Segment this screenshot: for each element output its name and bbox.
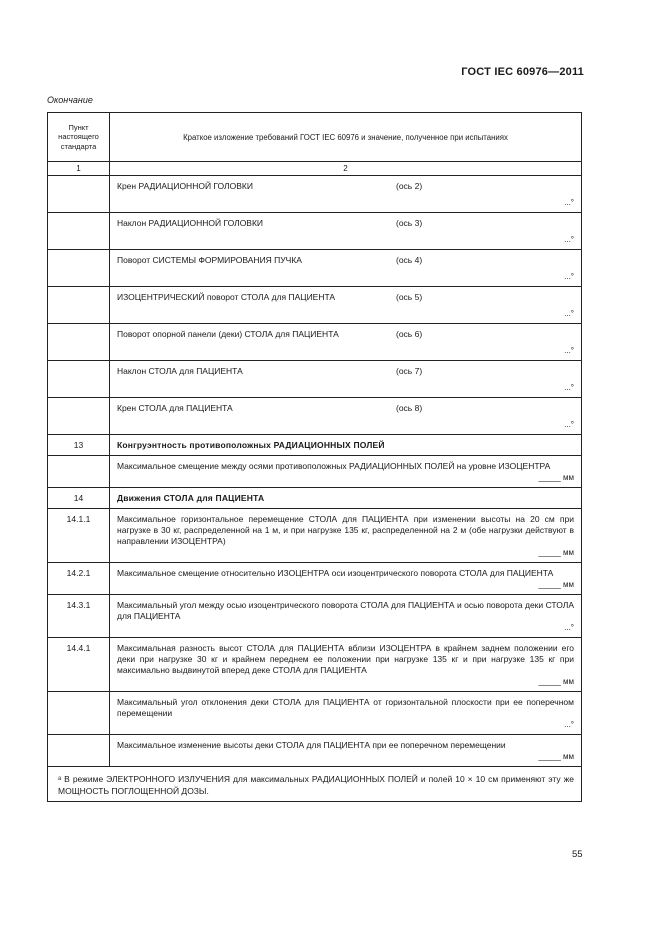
content-cell [110, 692, 582, 735]
row-unit: _____ мм [538, 752, 574, 761]
axis-label: (ось 2) [396, 181, 423, 191]
row-text: Максимальное горизонтальное перемещение СТОЛА для ПАЦИЕНТА при изменении высоты на 20 см при нагрузке в 30 кг, распределенной на 1 м, и при нагрузке 135 кг, распределенной на 2 м (обе нагрузки действуют в направлении ИЗОЦЕНТРА) [117, 514, 574, 546]
content-cell [110, 287, 582, 324]
clause-cell: 13 [48, 435, 110, 456]
axis-label: (ось 7) [396, 366, 423, 376]
clause-cell: 14.2.1 [48, 563, 110, 595]
row-text: Максимальная разность высот СТОЛА для ПАЦИЕНТА вблизи ИЗОЦЕНТРА в крайнем заднем положении его деки при нагрузке 30 кг и крайнем переднем ее положении при нагрузке 135 кг и при нагрузке 135 кг при максимально выдвинутой вперед деке СТОЛА для ПАЦИЕНТА [117, 643, 574, 675]
clause-cell [48, 213, 110, 250]
table-row [48, 176, 582, 213]
row-text: Максимальный угол отклонения деки СТОЛА для ПАЦИЕНТА от горизонтальной плоскости при ее поперечном перемещении [117, 697, 574, 718]
col2-number: 2 [110, 162, 582, 176]
clause-cell [48, 287, 110, 324]
table-row [48, 638, 582, 692]
content-cell [110, 638, 582, 692]
row-unit: ...° [564, 623, 574, 632]
row-unit: ...° [564, 420, 574, 429]
clause-cell [48, 361, 110, 398]
clause-cell [48, 692, 110, 735]
table-header-row [48, 113, 582, 162]
col1-header: Пункт настоящего стандарта [48, 113, 110, 162]
axis-label: (ось 3) [396, 218, 423, 228]
row-text: Максимальное изменение высоты деки СТОЛА для ПАЦИЕНТА при ее поперечном перемещении [117, 740, 506, 750]
footnote: ᵃ В режиме ЭЛЕКТРОННОГО ИЗЛУЧЕНИЯ для максимальных РАДИАЦИОННЫХ ПОЛЕЙ и полей 10 × 10 см применяют эту же МОЩНОСТЬ ПОГЛОЩЕННОЙ ДОЗЫ. [48, 767, 582, 802]
row-text: Максимальный угол между осью изоцентрического поворота СТОЛА для ПАЦИЕНТА и осью поворота деки СТОЛА для ПАЦИЕНТА [117, 600, 574, 621]
table-row [48, 509, 582, 563]
axis-label: (ось 8) [396, 403, 423, 413]
row-text: Максимальное смещение относительно ИЗОЦЕНТРА оси изоцентрического поворота СТОЛА для ПАЦИЕНТА [117, 568, 554, 578]
clause-cell [48, 176, 110, 213]
section-heading-row [48, 435, 582, 456]
table-row [48, 250, 582, 287]
content-cell [110, 509, 582, 563]
row-unit: _____ мм [538, 677, 574, 686]
clause-cell: 14.4.1 [48, 638, 110, 692]
row-text: Наклон РАДИАЦИОННОЙ ГОЛОВКИ [117, 218, 264, 228]
table-row [48, 595, 582, 638]
row-unit: ...° [564, 383, 574, 392]
row-unit: ...° [564, 309, 574, 318]
clause-cell: 14.1.1 [48, 509, 110, 563]
row-unit: ...° [564, 346, 574, 355]
continuation-label: Окончание [47, 95, 93, 105]
clause-cell [48, 398, 110, 435]
clause-cell [48, 250, 110, 287]
clause-cell [48, 456, 110, 488]
content-cell [110, 456, 582, 488]
section-heading: Движения СТОЛА для ПАЦИЕНТА [110, 488, 582, 509]
row-text: Максимальное смещение между осями противоположных РАДИАЦИОННЫХ ПОЛЕЙ на уровне ИЗОЦЕНТРА [117, 461, 551, 471]
content-cell [110, 595, 582, 638]
clause-cell [48, 735, 110, 767]
section-heading: Конгруэнтность противоположных РАДИАЦИОННЫХ ПОЛЕЙ [110, 435, 582, 456]
requirements-table [47, 112, 582, 802]
row-unit: ...° [564, 198, 574, 207]
table-row [48, 456, 582, 488]
page-number: 55 [572, 849, 583, 860]
row-text: Поворот опорной панели (деки) СТОЛА для ПАЦИЕНТА [117, 329, 339, 339]
row-text: ИЗОЦЕНТРИЧЕСКИЙ поворот СТОЛА для ПАЦИЕНТА [117, 292, 336, 302]
column-number-row [48, 162, 582, 176]
table-row [48, 213, 582, 250]
row-unit: _____ мм [538, 580, 574, 589]
row-unit: ...° [564, 235, 574, 244]
row-unit: _____ мм [538, 473, 574, 482]
table-row [48, 324, 582, 361]
content-cell [110, 176, 582, 213]
table-row [48, 563, 582, 595]
table-row [48, 398, 582, 435]
standard-designation: ГОСТ IEC 60976—2011 [461, 66, 584, 78]
content-cell [110, 563, 582, 595]
content-cell [110, 250, 582, 287]
clause-cell: 14.3.1 [48, 595, 110, 638]
col2-header: Краткое изложение требований ГОСТ IEC 60976 и значение, полученное при испытаниях [110, 113, 582, 162]
axis-label: (ось 4) [396, 255, 423, 265]
table-row [48, 361, 582, 398]
axis-label: (ось 6) [396, 329, 423, 339]
content-cell [110, 398, 582, 435]
table-row [48, 692, 582, 735]
content-cell [110, 361, 582, 398]
section-heading-row [48, 488, 582, 509]
footnote-row [48, 767, 582, 802]
content-cell [110, 324, 582, 361]
row-text: Поворот СИСТЕМЫ ФОРМИРОВАНИЯ ПУЧКА [117, 255, 302, 265]
col1-number: 1 [48, 162, 110, 176]
table-row [48, 735, 582, 767]
row-text: Крен РАДИАЦИОННОЙ ГОЛОВКИ [117, 181, 253, 191]
row-unit: ...° [564, 720, 574, 729]
clause-cell: 14 [48, 488, 110, 509]
row-text: Наклон СТОЛА для ПАЦИЕНТА [117, 366, 243, 376]
axis-label: (ось 5) [396, 292, 423, 302]
content-cell [110, 735, 582, 767]
row-text: Крен СТОЛА для ПАЦИЕНТА [117, 403, 233, 413]
clause-cell [48, 324, 110, 361]
content-cell [110, 213, 582, 250]
table-row [48, 287, 582, 324]
row-unit: ...° [564, 272, 574, 281]
row-unit: _____ мм [538, 548, 574, 557]
